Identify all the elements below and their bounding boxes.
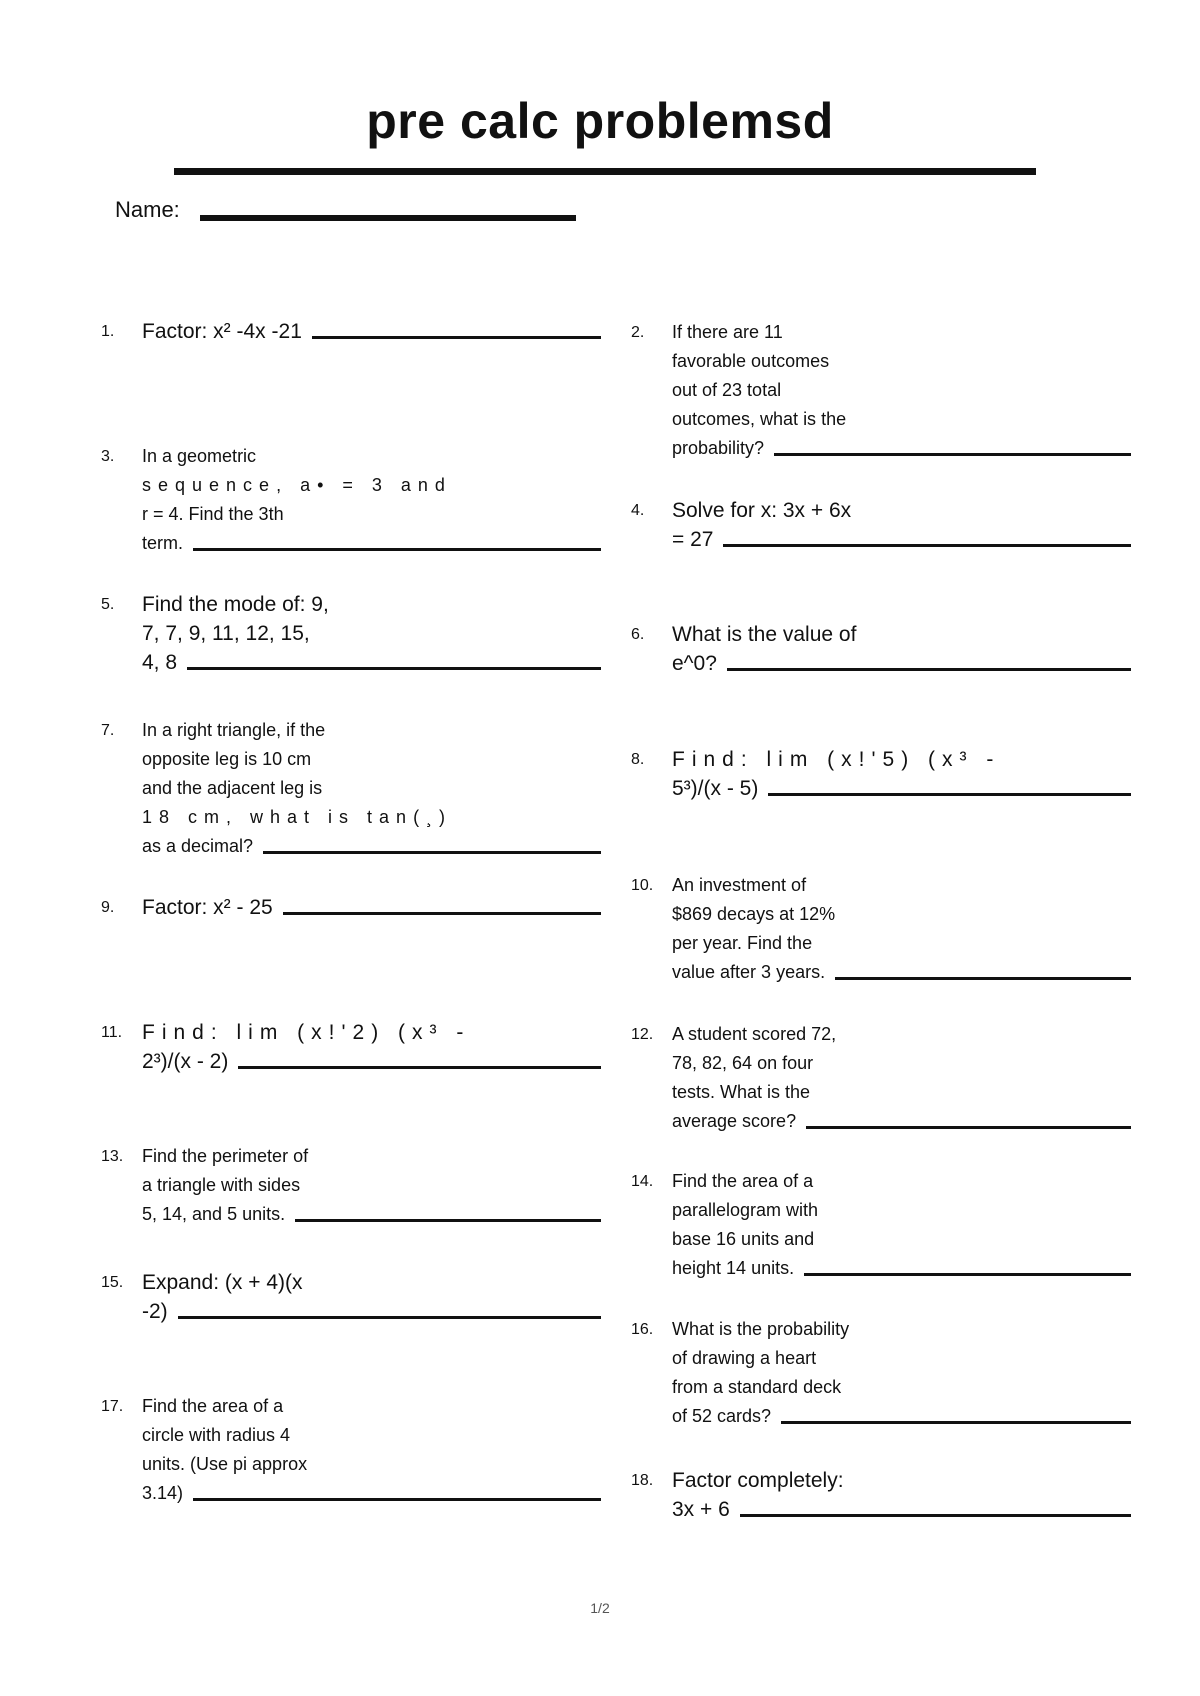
answer-line[interactable] [295, 1219, 601, 1222]
question-text: height 14 units. [672, 1258, 795, 1278]
question-7 [101, 716, 601, 861]
question-text: Find: lim (x!'2) (x³ - [142, 1021, 471, 1044]
question-text: as a decimal? [142, 836, 254, 856]
question-text: $869 decays at 12% [672, 904, 836, 924]
page-title: pre calc problemsd [366, 93, 834, 149]
answer-line[interactable] [768, 793, 1131, 796]
question-text: Find the area of a [672, 1171, 814, 1191]
question-text: In a geometric [142, 446, 257, 466]
question-text: term. [142, 533, 184, 553]
question-text: Factor: x² - 25 [142, 896, 273, 919]
question-text: from a standard deck [672, 1377, 842, 1397]
question-18 [631, 1466, 1131, 1524]
question-text: Factor: x² -4x -21 [142, 320, 302, 343]
question-text: An investment of [672, 875, 807, 895]
question-number: 7. [101, 722, 115, 739]
answer-line[interactable] [740, 1514, 1131, 1517]
question-5 [101, 590, 601, 677]
answer-line[interactable] [283, 912, 601, 915]
question-6 [631, 620, 1131, 678]
question-8 [631, 745, 1131, 803]
question-number: 1. [101, 323, 115, 340]
question-text: 5³)/(x - 5) [672, 777, 759, 800]
question-text: Find the mode of: 9, [142, 593, 329, 616]
question-number: 14. [631, 1173, 654, 1190]
question-number: 2. [631, 324, 645, 341]
question-9 [101, 893, 601, 922]
question-number: 18. [631, 1472, 654, 1489]
question-text: base 16 units and [672, 1229, 815, 1249]
question-number: 10. [631, 877, 654, 894]
question-text: and the adjacent leg is [142, 778, 323, 798]
question-number: 8. [631, 751, 645, 768]
question-text: 78, 82, 64 on four [672, 1053, 814, 1073]
question-12 [631, 1020, 1131, 1136]
question-text: Find the perimeter of [142, 1146, 309, 1166]
question-16 [631, 1315, 1131, 1431]
answer-line[interactable] [727, 668, 1131, 671]
question-number: 12. [631, 1026, 654, 1043]
question-number: 4. [631, 502, 645, 519]
question-text: = 27 [672, 528, 714, 551]
question-text: If there are 11 [672, 322, 783, 342]
answer-line[interactable] [263, 851, 601, 854]
title-underline [174, 168, 1036, 175]
question-17 [101, 1392, 601, 1508]
question-text: circle with radius 4 [142, 1425, 291, 1445]
page-number: 1/2 [590, 1600, 610, 1616]
answer-line[interactable] [804, 1273, 1131, 1276]
question-text: average score? [672, 1111, 797, 1131]
question-text: Find: lim (x!'5) (x³ - [672, 748, 1001, 771]
question-number: 16. [631, 1321, 654, 1338]
answer-line[interactable] [774, 453, 1131, 456]
question-text: 18 cm, what is tan(¸) [142, 807, 453, 827]
answer-line[interactable] [193, 548, 601, 551]
question-text: A student scored 72, [672, 1024, 837, 1044]
question-text: 3.14) [142, 1483, 184, 1503]
question-text: units. (Use pi approx [142, 1454, 308, 1474]
answer-line[interactable] [238, 1066, 601, 1069]
question-number: 3. [101, 448, 115, 465]
question-10 [631, 871, 1131, 987]
question-text: e^0? [672, 652, 717, 675]
question-text: of 52 cards? [672, 1406, 772, 1426]
answer-line[interactable] [806, 1126, 1131, 1129]
question-text: out of 23 total [672, 380, 782, 400]
question-text: value after 3 years. [672, 962, 826, 982]
question-number: 9. [101, 899, 115, 916]
question-text: 3x + 6 [672, 1498, 730, 1521]
name-label: Name: [115, 197, 180, 222]
question-number: 15. [101, 1274, 124, 1291]
question-text: Expand: (x + 4)(x [142, 1271, 303, 1294]
question-14 [631, 1167, 1131, 1283]
question-text: probability? [672, 438, 765, 458]
answer-line[interactable] [312, 336, 601, 339]
question-1 [101, 317, 601, 346]
question-13 [101, 1142, 601, 1229]
question-3 [101, 442, 601, 558]
question-text: 4, 8 [142, 651, 178, 674]
question-number: 5. [101, 596, 115, 613]
name-answer-line[interactable] [200, 215, 576, 221]
question-text: Factor completely: [672, 1469, 844, 1492]
answer-line[interactable] [781, 1421, 1131, 1424]
question-number: 6. [631, 626, 645, 643]
question-4 [631, 496, 1131, 554]
answer-line[interactable] [835, 977, 1131, 980]
question-text: opposite leg is 10 cm [142, 749, 312, 769]
answer-line[interactable] [723, 544, 1131, 547]
question-text: -2) [142, 1300, 168, 1323]
question-text: parallelogram with [672, 1200, 819, 1220]
question-text: a triangle with sides [142, 1175, 301, 1195]
question-text: favorable outcomes [672, 351, 830, 371]
question-15 [101, 1268, 601, 1326]
question-text: Solve for x: 3x + 6x [672, 499, 852, 522]
question-text: What is the value of [672, 623, 857, 646]
question-text: r = 4. Find the 3th [142, 504, 284, 524]
question-text: of drawing a heart [672, 1348, 817, 1368]
answer-line[interactable] [178, 1316, 601, 1319]
question-number: 11. [101, 1024, 123, 1041]
question-text: 2³)/(x - 2) [142, 1050, 229, 1073]
question-text: outcomes, what is the [672, 409, 847, 429]
question-text: Find the area of a [142, 1396, 284, 1416]
question-text: What is the probability [672, 1319, 850, 1339]
question-text: per year. Find the [672, 933, 813, 953]
question-text: 5, 14, and 5 units. [142, 1204, 286, 1224]
question-number: 17. [101, 1398, 124, 1415]
question-text: 7, 7, 9, 11, 12, 15, [142, 622, 310, 645]
question-number: 13. [101, 1148, 124, 1165]
answer-line[interactable] [187, 667, 601, 670]
question-2 [631, 318, 1131, 463]
question-11 [101, 1018, 601, 1076]
answer-line[interactable] [193, 1498, 601, 1501]
question-text: tests. What is the [672, 1082, 811, 1102]
question-text: In a right triangle, if the [142, 720, 326, 740]
question-text: sequence, a• = 3 and [142, 475, 452, 495]
